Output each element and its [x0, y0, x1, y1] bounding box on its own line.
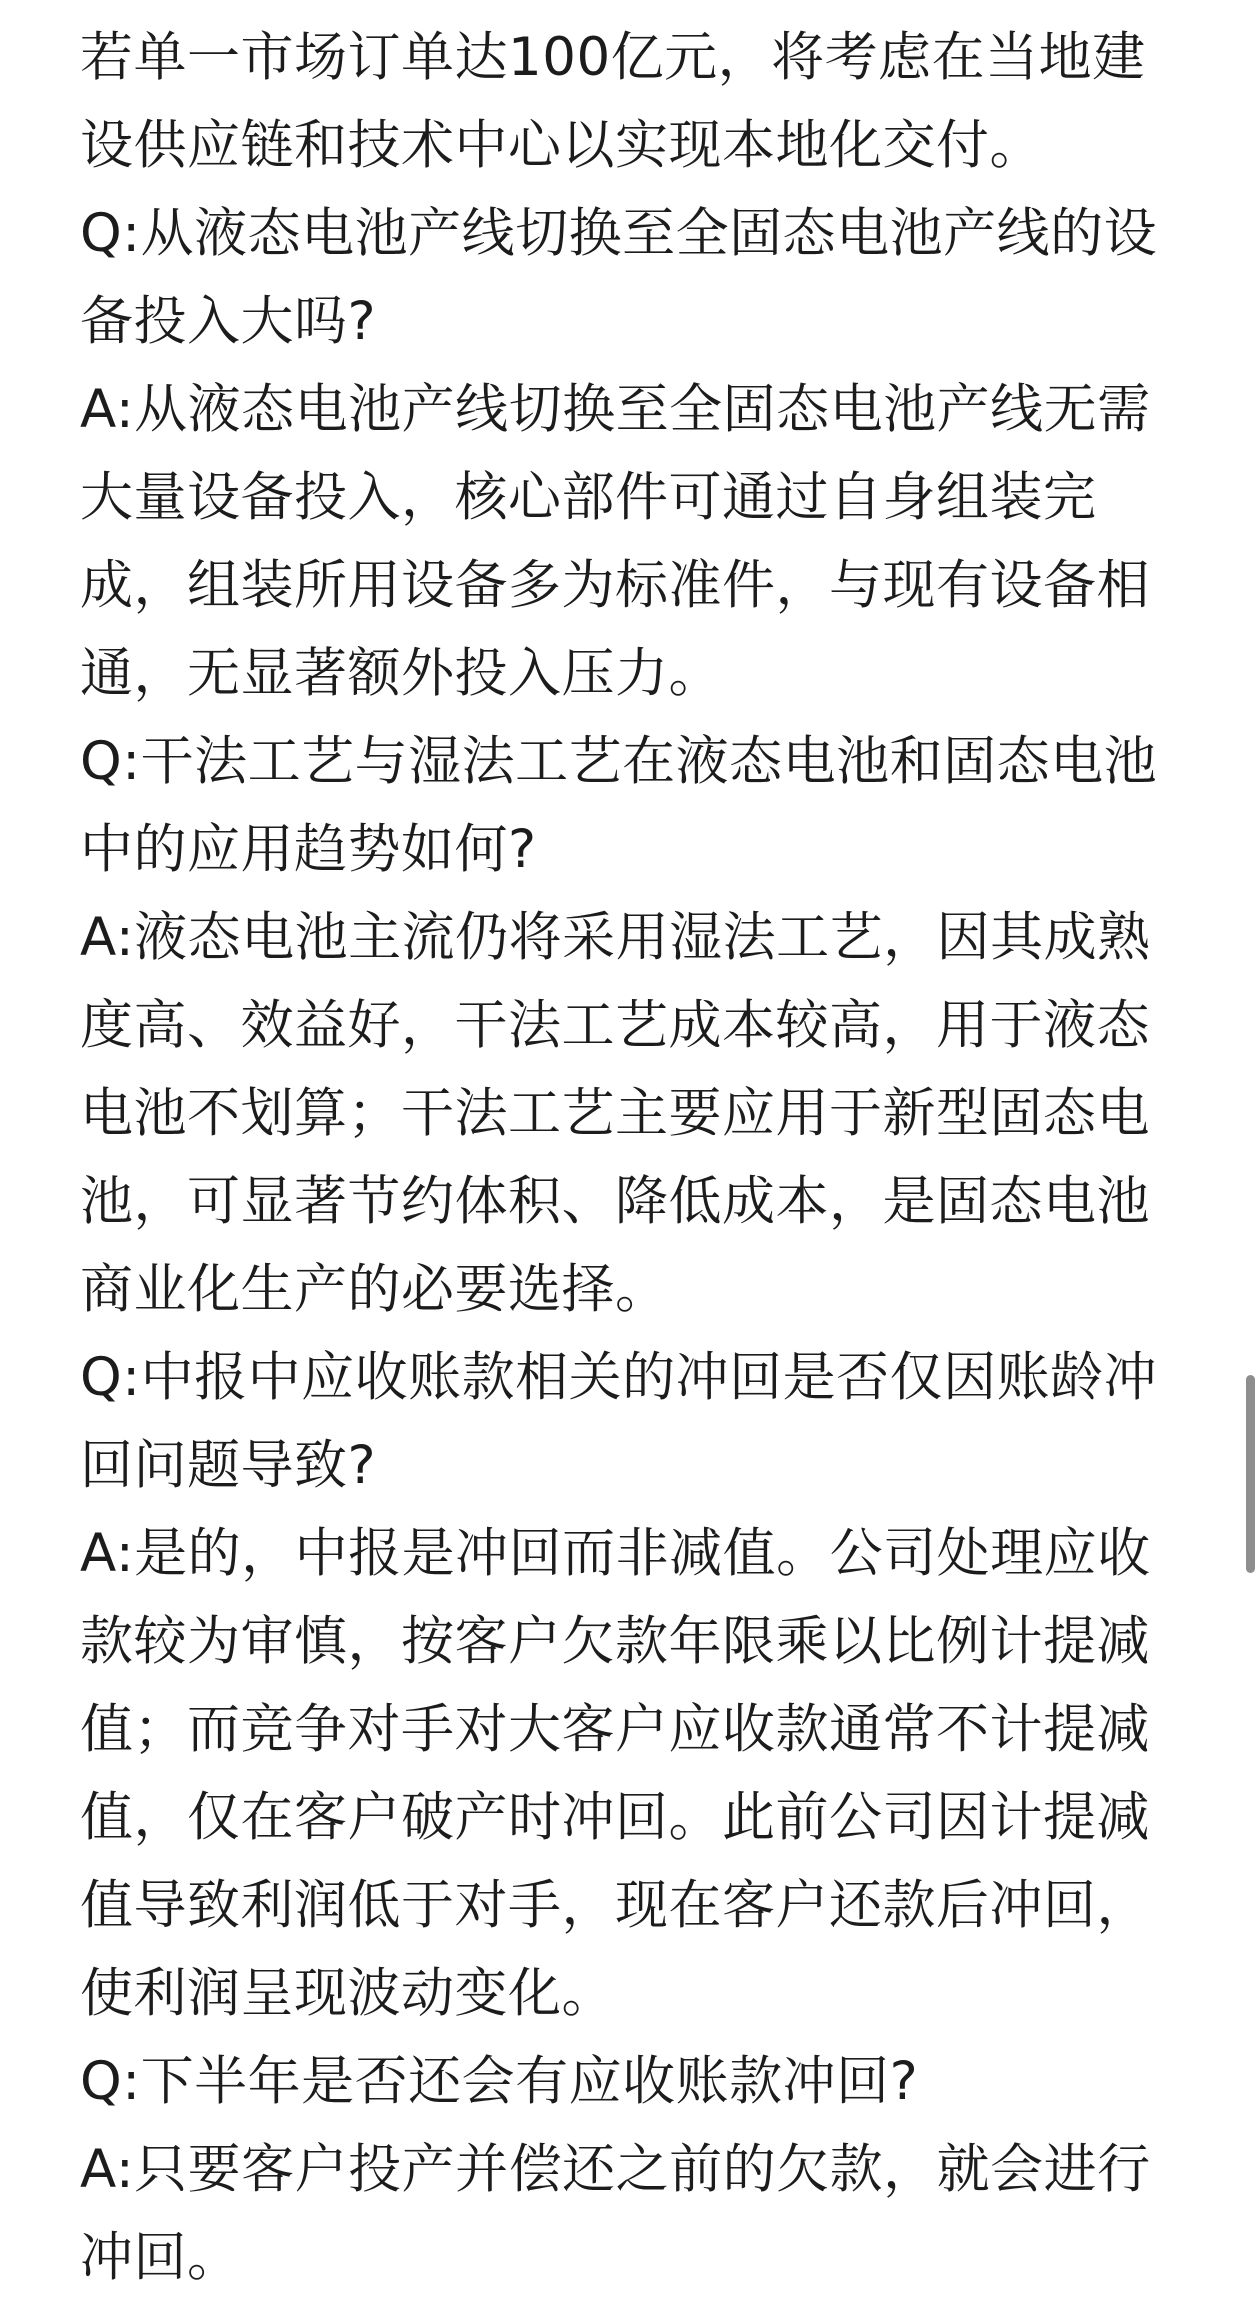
scrollbar-thumb[interactable]	[1246, 1375, 1255, 1573]
answer-3: A:是的，中报是冲回而非减值。公司处理应收款较为审慎，按客户欠款年限乘以比例计提减值；而竞争对手对大客户应收款通常不计提减值，仅在客户破产时冲回。此前公司因计提减值导致利润低于对手，现在客户还款后冲回，使利润呈现波动变化。	[80, 1523, 1151, 2024]
answer-2: A:液态电池主流仍将采用湿法工艺，因其成熟度高、效益好，干法工艺成本较高，用于液态电池不划算；干法工艺主要应用于新型固态电池，可显著节约体积、降低成本，是固态电池商业化生产的必要选择。	[80, 907, 1151, 1320]
paragraph-intro: 若单一市场订单达100亿元，将考虑在当地建设供应链和技术中心以实现本地化交付。	[80, 27, 1146, 176]
answer-1: A:从液态电池产线切换至全固态电池产线无需大量设备投入，核心部件可通过自身组装完成，组装所用设备多为标准件，与现有设备相通，无显著额外投入压力。	[80, 379, 1151, 704]
answer-4: A:只要客户投产并偿还之前的欠款，就会进行冲回。	[80, 2139, 1151, 2288]
question-3: Q:中报中应收账款相关的冲回是否仅因账龄冲回问题导致?	[80, 1347, 1158, 1496]
article-body	[80, 14, 1190, 2302]
scrollbar[interactable]	[1230, 0, 1260, 2248]
question-1: Q:从液态电池产线切换至全固态电池产线的设备投入大吗?	[80, 203, 1158, 352]
question-4: Q:下半年是否还会有应收账款冲回?	[80, 2051, 919, 2112]
question-2: Q:干法工艺与湿法工艺在液态电池和固态电池中的应用趋势如何?	[80, 731, 1158, 880]
